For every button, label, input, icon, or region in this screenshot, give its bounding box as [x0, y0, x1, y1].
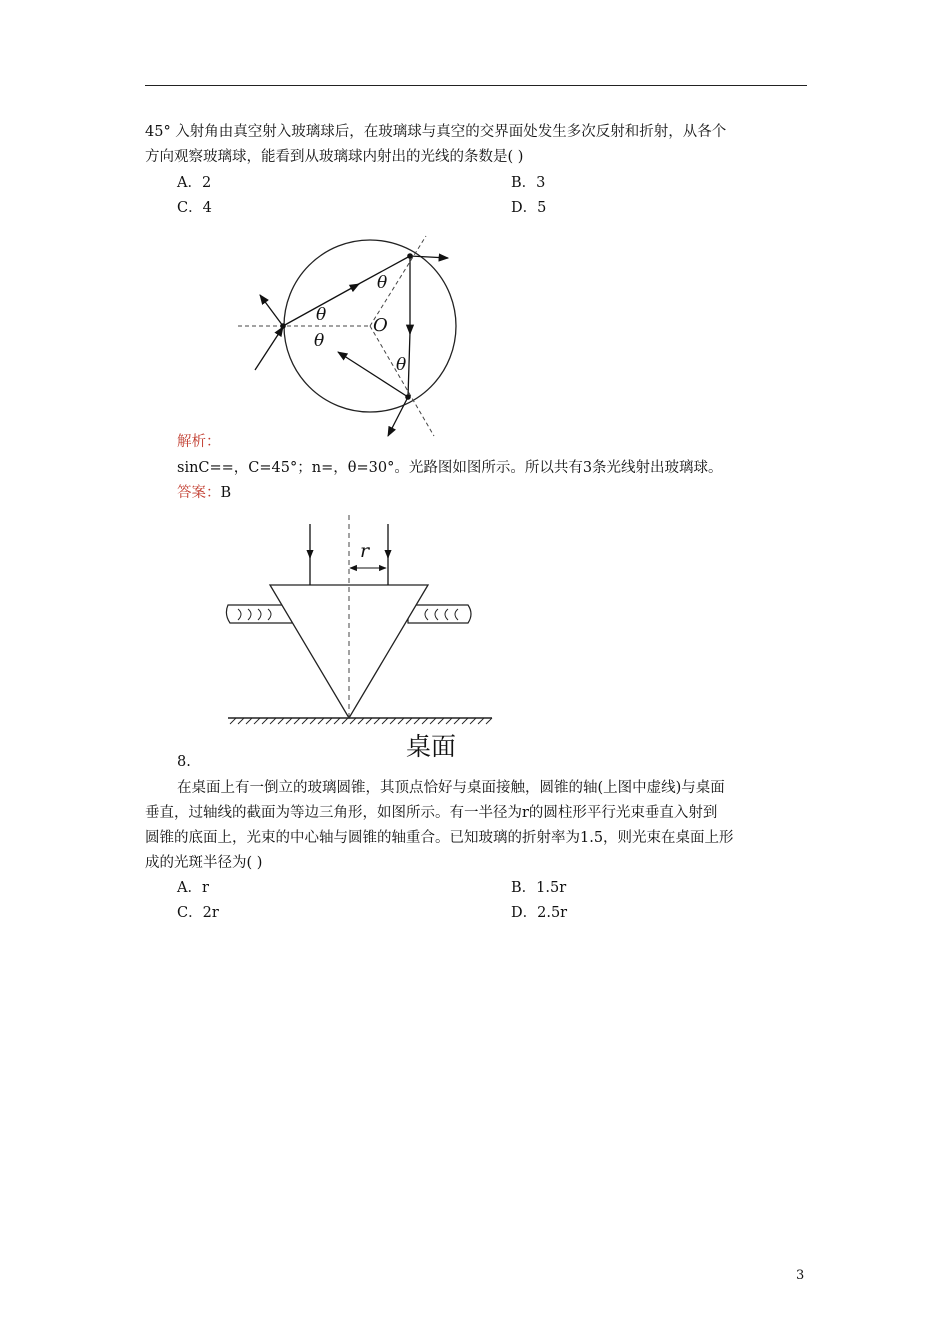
q7-option-d: D．5 [511, 200, 547, 216]
answer-line [177, 483, 231, 503]
q7-option-a: A．2 [177, 175, 212, 191]
q8-option-a: A．r [177, 880, 209, 896]
q8-option-c: C．2r [177, 905, 219, 921]
incident-ray [255, 327, 283, 370]
q8-option-d: D．2.5r [511, 905, 568, 921]
q8-number: 8. [177, 754, 191, 770]
exit-ray [410, 256, 448, 258]
table-hatching [230, 718, 492, 724]
q7-option-c: C．4 [177, 200, 212, 216]
q8-option-b: B．1.5r [511, 880, 567, 896]
glass-cone-diagram [222, 510, 502, 762]
angle-label: θ [396, 355, 407, 375]
q8-line-1: 在桌面上有一倒立的玻璃圆锥，其顶点恰好与桌面接触，圆锥的轴(上图中虚线)与桌面 [177, 780, 725, 796]
radius-label: r [360, 540, 370, 562]
q7-line-2: 方向观察玻璃球，能看到从玻璃球内射出的光线的条数是( ) [145, 149, 524, 165]
exit-ray [388, 397, 408, 436]
analysis-text: sinC==，C=45°；n=，θ=30°。光路图如图所示。所以共有3条光线射出玻璃球。 [177, 460, 723, 476]
table-label: 桌面 [406, 732, 457, 761]
q7-line-1: 45° 入射角由真空射入玻璃球后，在玻璃球与真空的交界面处发生多次反射和折射，从各个 [145, 124, 727, 140]
normal-line [370, 326, 434, 436]
q7-option-b: B．3 [511, 175, 546, 191]
reflected-ray [260, 295, 283, 326]
angle-label: θ [314, 331, 325, 351]
right-holder [408, 605, 471, 623]
q8-line-4: 成的光斑半径为( ) [145, 855, 263, 871]
left-holder [226, 605, 292, 623]
answer-label: 答案： [177, 485, 221, 501]
glass-sphere-diagram [230, 222, 470, 442]
answer-value: B [220, 485, 232, 501]
q8-line-2: 垂直，过轴线的截面为等边三角形，如图所示。有一半径为r的圆柱形平行光束垂直入射到 [145, 805, 718, 821]
angle-label: θ [377, 273, 388, 293]
header-rule [145, 85, 807, 86]
q8-line-3: 圆锥的底面上，光束的中心轴与圆锥的轴重合。已知玻璃的折射率为1.5，则光束在桌面上形 [145, 830, 734, 846]
page-number: 3 [796, 1268, 805, 1283]
center-label: O [373, 315, 388, 336]
analysis-label: 解析： [177, 434, 221, 450]
angle-label: θ [316, 305, 327, 325]
